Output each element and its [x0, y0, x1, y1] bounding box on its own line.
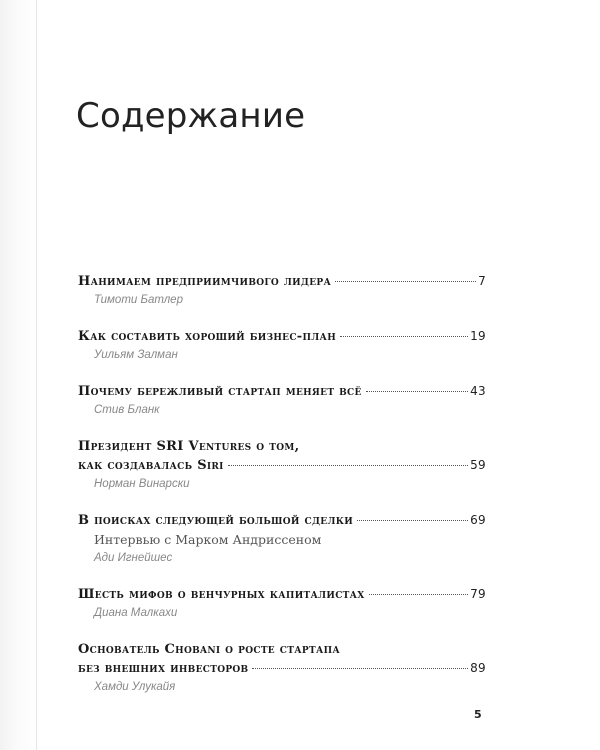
- toc-entry[interactable]: [78, 640, 486, 696]
- toc-entry-author: Норман Винарски: [94, 478, 190, 490]
- toc-entry[interactable]: [78, 437, 486, 493]
- toc-entry[interactable]: [78, 272, 486, 309]
- toc-page-number: 69: [470, 513, 486, 527]
- toc-entry-title: В поисках следующей большой сделки: [78, 513, 354, 528]
- dot-leader: [228, 465, 468, 466]
- toc-entry-title: Основатель Chobani о росте стартапа: [78, 642, 341, 657]
- page-title: Содержание: [76, 96, 306, 136]
- toc-entry-title-line-1: [78, 640, 486, 659]
- toc-entry-author: Стив Бланк: [94, 404, 160, 416]
- dot-leader: [335, 281, 476, 282]
- toc-page-number: 89: [470, 661, 486, 675]
- toc-entry[interactable]: [78, 327, 486, 364]
- table-of-contents: [78, 272, 486, 714]
- toc-entry-title: Шесть мифов о венчурных капиталистах: [78, 587, 365, 602]
- toc-entry-title-continued: без внешних инвесторов: [78, 661, 249, 676]
- toc-entry[interactable]: [78, 382, 486, 419]
- toc-entry-title-continued: как создавалась Siri: [78, 458, 224, 473]
- toc-entry[interactable]: [78, 511, 486, 567]
- toc-entry-title: Нанимаем предприимчивого лидера: [78, 274, 332, 289]
- dot-leader: [366, 391, 468, 392]
- toc-entry-title-line: [78, 585, 486, 604]
- toc-entry-title-line-2: [78, 456, 486, 475]
- toc-entry-title-line-2: [78, 659, 486, 678]
- toc-entry-title-line: [78, 327, 486, 346]
- toc-page-number: 43: [470, 384, 486, 398]
- toc-entry[interactable]: [78, 585, 486, 622]
- dot-leader: [369, 594, 469, 595]
- page-number: 5: [474, 708, 482, 721]
- dot-leader: [340, 336, 468, 337]
- toc-entry-title: Как составить хороший бизнес-план: [78, 329, 336, 344]
- toc-entry-title-line: [78, 272, 486, 291]
- toc-page-number: 59: [470, 458, 486, 472]
- toc-entry-author: Диана Малкахи: [94, 607, 178, 619]
- toc-entry-author: Уильям Залман: [94, 349, 178, 361]
- toc-entry-author: Тимоти Батлер: [94, 294, 183, 306]
- toc-page-number: 7: [478, 274, 486, 288]
- toc-entry-title-line: [78, 511, 486, 530]
- toc-entry-title-line: [78, 382, 486, 401]
- toc-page-number: 19: [470, 329, 486, 343]
- toc-entry-title-line-1: [78, 437, 486, 456]
- page-gutter: [36, 0, 37, 750]
- dot-leader: [252, 668, 468, 669]
- toc-entry-title: Почему бережливый стартап меняет всё: [78, 384, 362, 399]
- toc-entry-title: Президент SRI Ventures о том,: [78, 439, 300, 454]
- toc-entry-subtitle: Интервью с Марком Андриссеном: [94, 532, 322, 547]
- toc-entry-author: Хамди Улукайя: [94, 681, 176, 693]
- toc-page-number: 79: [470, 587, 486, 601]
- dot-leader: [357, 520, 468, 521]
- toc-entry-author: Ади Игнейшес: [94, 552, 173, 564]
